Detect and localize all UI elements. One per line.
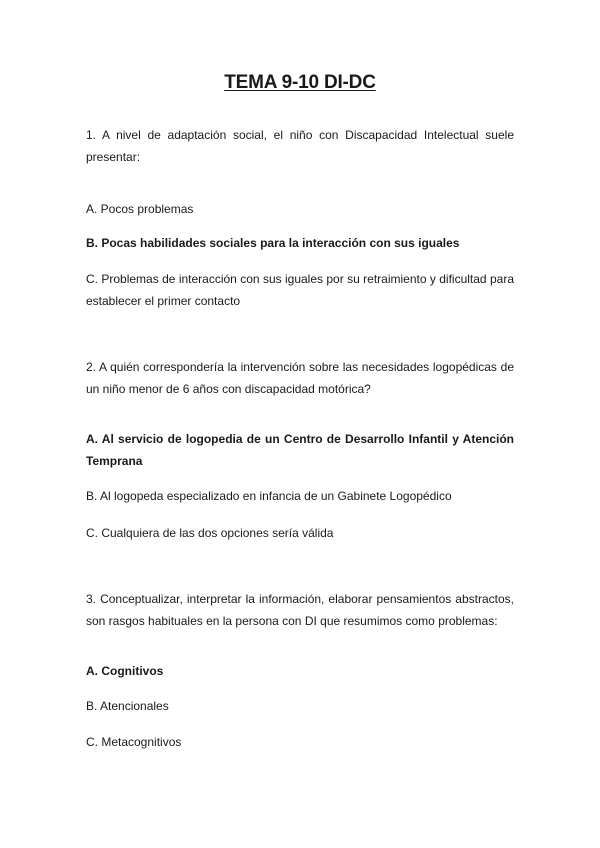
- question-1-option-a: A. Pocos problemas: [86, 202, 194, 216]
- question-1-option-b-correct: B. Pocas habilidades sociales para la interacción con sus iguales: [86, 236, 460, 250]
- question-3-text: 3. Conceptualizar, interpretar la información, elaborar pensamientos abstractos, son rasgos habituales en la persona con DI que resumimos como problemas:: [86, 592, 514, 628]
- question-1-option-c: C. Problemas de interacción con sus iguales por su retraimiento y dificultad para establecer el primer contacto: [86, 272, 514, 308]
- question-2-option-a-correct: A. Al servicio de logopedia de un Centro de Desarrollo Infantil y Atención Temprana: [86, 432, 514, 468]
- question-1-text: 1. A nivel de adaptación social, el niño con Discapacidad Intelectual suele presentar:: [86, 128, 514, 164]
- question-3-option-a-correct: A. Cognitivos: [86, 664, 164, 678]
- question-3-option-b: B. Atencionales: [86, 699, 169, 713]
- question-3-option-c: C. Metacognitivos: [86, 735, 182, 749]
- question-2-option-c: C. Cualquiera de las dos opciones sería válida: [86, 526, 334, 540]
- page-title: TEMA 9-10 DI-DC: [224, 72, 376, 93]
- question-2-option-b: B. Al logopeda especializado en infancia de un Gabinete Logopédico: [86, 489, 452, 503]
- question-2-text: 2. A quién correspondería la intervención sobre las necesidades logopédicas de un niño menor de 6 años con discapacidad motórica?: [86, 360, 514, 396]
